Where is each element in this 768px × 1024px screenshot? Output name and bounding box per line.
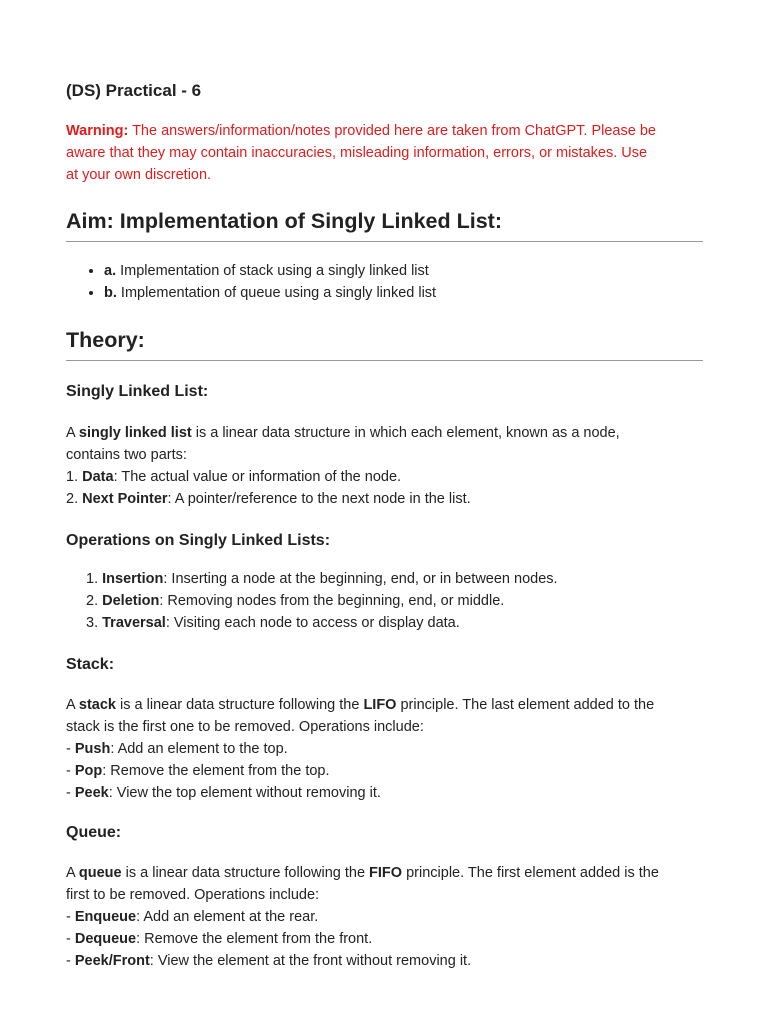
ops-list (86, 568, 558, 634)
queue-paragraph: A queue is a linear data structure following the FIFO principle. The first element added is the first to be removed. Operations include: - Enqueue: Add an element at the rear. - Dequeue: Remove the element from the front. - Peek/Front: View the element at the front without removing it. (66, 862, 706, 972)
stack-op-push: - Push: Add an element to the top. (66, 741, 288, 757)
stack-paragraph: A stack is a linear data structure following the LIFO principle. The last element added to the stack is the first one to be removed. Operations include: - Push: Add an element to the top. - Pop: Remove the element from the top. - Peek: View the top element without removing it. (66, 694, 706, 804)
warning-line-3: at your own discretion. (66, 167, 212, 183)
ops-item-traversal: 3. Traversal: Visiting each node to access or display data. (86, 615, 460, 631)
warning-notice (66, 120, 702, 186)
theory-heading: Theory: (66, 328, 145, 352)
aim-item-a: • a. Implementation of stack using a singly linked list (104, 260, 436, 282)
aim-heading: Aim: Implementation of Singly Linked List: (66, 209, 502, 233)
stack-op-pop: - Pop: Remove the element from the top. (66, 763, 330, 779)
sll-part-2: 2. Next Pointer: A pointer/reference to the next node in the list. (66, 491, 471, 507)
theory-divider (66, 360, 703, 361)
ops-item-deletion: 2. Deletion: Removing nodes from the beginning, end, or middle. (86, 593, 505, 609)
sll-paragraph: A singly linked list is a linear data structure in which each element, known as a node, contains two parts: 1. Data: The actual value or information of the node. 2. Next Pointer: A pointer/reference to the next node in the list. (66, 422, 706, 510)
warning-label: Warning: (66, 123, 129, 139)
sll-heading: Singly Linked List: (66, 383, 209, 400)
ops-item-insertion: 1. Insertion: Inserting a node at the beginning, end, or in between nodes. (86, 571, 558, 587)
queue-op-dequeue: - Dequeue: Remove the element from the front. (66, 931, 373, 947)
queue-op-peek-front: - Peek/Front: View the element at the front without removing it. (66, 953, 472, 969)
aim-divider (66, 241, 703, 242)
warning-line-1: The answers/information/notes provided here are taken from ChatGPT. Please be (128, 123, 656, 139)
warning-line-2: aware that they may contain inaccuracies, misleading information, errors, or mistakes. Use (66, 145, 648, 161)
stack-op-peek: - Peek: View the top element without removing it. (66, 785, 381, 801)
document-title: (DS) Practical - 6 (66, 81, 202, 100)
sll-part-1: 1. Data: The actual value or information of the node. (66, 469, 402, 485)
queue-heading: Queue: (66, 824, 122, 841)
queue-op-enqueue: - Enqueue: Add an element at the rear. (66, 909, 319, 925)
ops-heading: Operations on Singly Linked Lists: (66, 532, 331, 549)
aim-item-b: • b. Implementation of queue using a singly linked list (104, 282, 436, 304)
stack-heading: Stack: (66, 656, 115, 673)
aim-list (80, 260, 436, 304)
